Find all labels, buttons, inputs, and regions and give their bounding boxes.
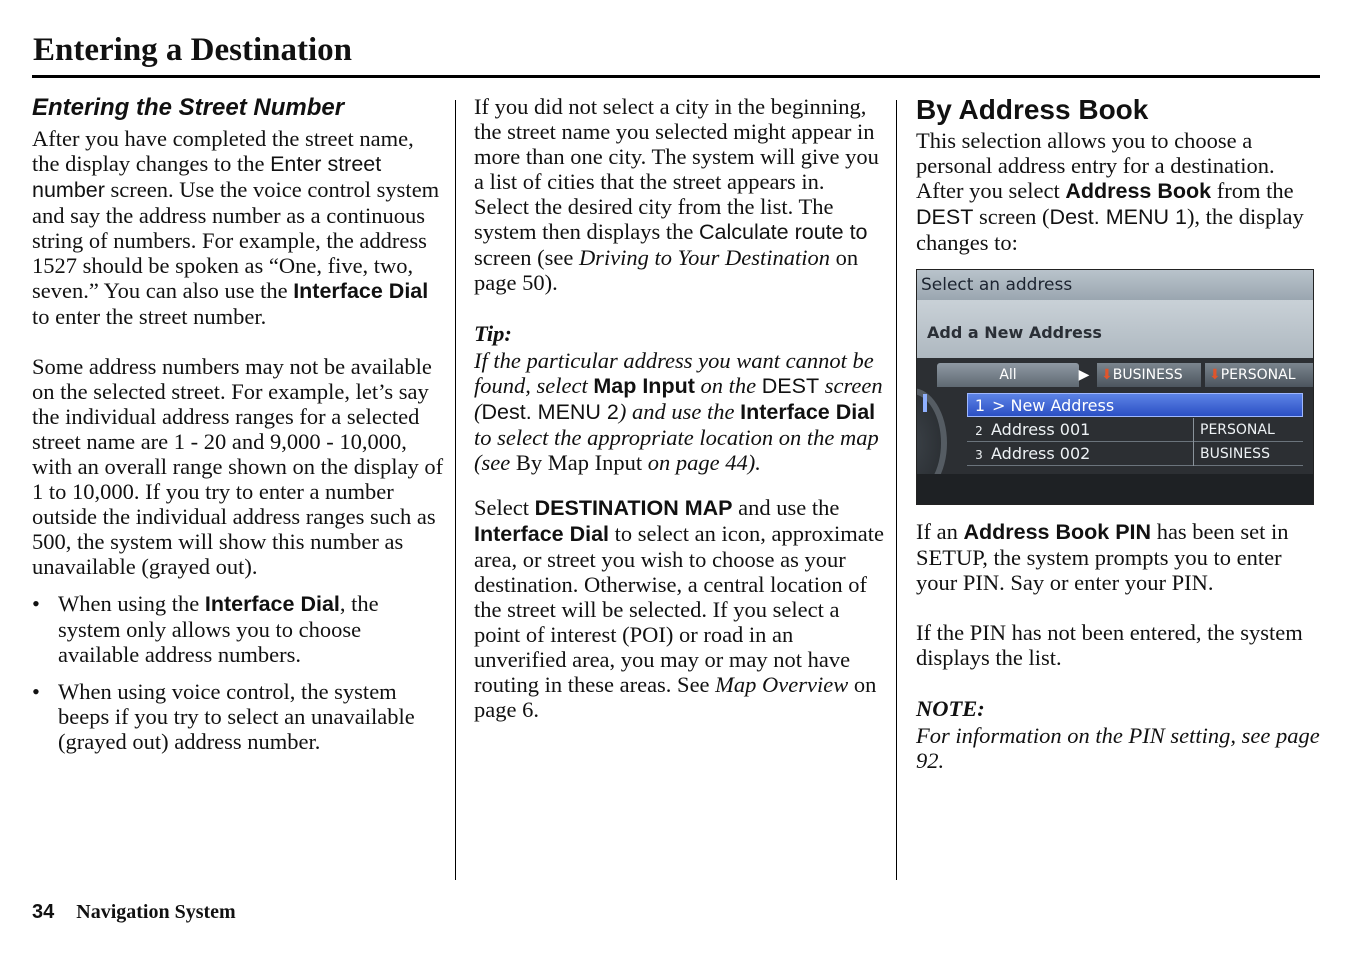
text-run: If an	[916, 519, 964, 544]
tip-text	[474, 348, 884, 475]
screen-scroll-indicator	[923, 394, 927, 412]
text-run: If the particular address you want cannot be found, select	[474, 348, 874, 398]
tab-label: BUSINESS	[1112, 367, 1183, 383]
pin-icon: ⬇	[1101, 367, 1113, 383]
note-text: For information on the PIN setting, see page 92.	[916, 723, 1320, 773]
text-run: on page 44).	[642, 450, 761, 475]
text-run: screen (see	[474, 245, 579, 270]
text-run: screen (	[474, 373, 883, 424]
column-divider-2	[896, 100, 897, 880]
text-run: ), the display changes to:	[916, 204, 1304, 255]
text-run: This selection allows you to choose a personal address entry for a destination. After you select	[916, 128, 1275, 203]
text-run: to select the appropriate location on the map (see	[474, 425, 879, 475]
reference-driving-to-destination: Driving to Your Destination	[578, 245, 831, 270]
text-run: , the system only allows you to choose available address numbers.	[58, 591, 379, 667]
text-run: When using voice control, the system beeps if you try to select an unavailable (grayed out) address number.	[58, 679, 415, 754]
text-run: to select an icon, approximate area, or street you wish to choose as your destination. Otherwise, a central location of the street will be selected. If you select a point of interest (POI) or road in an unverified area, you may or may not have routing in these areas. See	[474, 521, 884, 697]
play-arrow-icon: ▶	[1078, 367, 1090, 383]
text-run: on page 50).	[474, 245, 859, 295]
column-3	[916, 94, 1322, 773]
control-name-interface-dial: Interface Dial	[474, 522, 610, 546]
paragraph-city-selection	[474, 94, 884, 295]
screen-name-dest-menu-1: Dest. MENU 1	[1049, 205, 1187, 229]
row-label: > New Address	[992, 396, 1115, 415]
text-run: on page 6.	[474, 672, 877, 722]
tip-label: Tip:	[474, 321, 512, 346]
text-run: screen. Use the voice control system and say the address number as a continuous string of numbers. For example, the address 1527 should be spoken as “One, five, two, seven.” You can also use the	[32, 177, 440, 303]
screen-list-row-new-address	[967, 393, 1303, 417]
row-tag: BUSINESS	[1193, 442, 1299, 466]
row-number: 3	[975, 448, 983, 462]
screen-list-row-address-002	[967, 442, 1303, 466]
screen-name-dest: DEST	[761, 374, 820, 398]
screen-list-row-address-001	[967, 418, 1303, 442]
paragraph-address-book-pin	[916, 519, 1322, 595]
bullet-list	[32, 591, 444, 754]
text-run: has been set in SETUP, the system prompts you to enter your PIN. Say or enter your PIN.	[916, 519, 1289, 595]
paragraph-address-ranges: Some address numbers may not be available on the selected street. For example, let’s say the individual address ranges for a selected street name are 1 - 20 and 9,000 - 10,000, with an overall range shown on the display of 1 to 10,000. If you try to enter a number outside the individual address ranges such as 500, the system will show this number as unavailable (grayed out).	[32, 354, 444, 579]
note-label: NOTE:	[916, 696, 985, 721]
text-run: Select	[474, 495, 535, 520]
screen-address-list	[967, 391, 1307, 471]
footer-label: Navigation System	[76, 901, 236, 923]
column-1	[32, 94, 444, 766]
control-name-interface-dial: Interface Dial	[293, 279, 429, 303]
page-footer	[32, 900, 236, 924]
text-run: from the	[1211, 178, 1294, 203]
screen-name-enter-street-number: Enter street number	[32, 152, 382, 202]
control-name-interface-dial: Interface Dial	[204, 592, 340, 616]
text-run: ) and use the	[618, 399, 741, 424]
reference-map-overview: Map Overview	[715, 672, 849, 697]
row-tag: PERSONAL	[1193, 418, 1299, 442]
pin-icon: ⬇	[1209, 367, 1221, 383]
control-name-map-input: Map Input	[593, 374, 695, 398]
tab-label: PERSONAL	[1220, 367, 1296, 383]
column-2	[474, 94, 884, 722]
text-run: on the	[694, 373, 762, 398]
page-number: 34	[32, 901, 55, 923]
text-run: If you did not select a city in the beginning, the street name you selected might appear in more than one city. The system will give you a list of cities that the street appears in. Select the desired city from the list. The system then displays the	[474, 94, 879, 244]
reference-by-map-input: By Map Input	[515, 450, 643, 475]
screen-name-dest-menu-2: Dest. MENU 2	[481, 400, 619, 424]
text-run: When using the	[58, 591, 205, 616]
text-run: to enter the street number.	[32, 304, 267, 329]
screen-tab-all: All	[937, 363, 1079, 387]
paragraph-pin-not-entered: If the PIN has not been entered, the system displays the list.	[916, 620, 1303, 670]
row-number: 2	[975, 424, 983, 438]
bullet-item-voice-control	[32, 679, 444, 754]
text-run: screen (	[973, 204, 1050, 229]
bullet-dot: •	[32, 679, 40, 704]
row-label: Address 001	[991, 420, 1091, 439]
title-rule	[32, 75, 1320, 78]
column-divider-1	[455, 100, 456, 880]
screen-tab-business	[1097, 363, 1201, 387]
text-run: and use the	[732, 495, 840, 520]
paragraph-street-number-intro	[32, 126, 444, 329]
paragraph-destination-map	[474, 495, 884, 722]
screen-title: Select an address	[917, 270, 1313, 300]
screenshot-select-address	[916, 269, 1314, 505]
screen-bottom-bar	[917, 474, 1313, 504]
text-run: After you have completed the street name, the display changes to the	[32, 126, 414, 176]
bullet-item-interface-dial	[32, 591, 444, 667]
row-number: 1	[974, 396, 986, 415]
control-name-address-book: Address Book	[1065, 179, 1212, 203]
section-heading-street-number: Entering the Street Number	[32, 94, 345, 121]
control-name-interface-dial: Interface Dial	[740, 400, 876, 424]
screen-tab-personal	[1205, 363, 1314, 387]
screen-name-calculate-route: Calculate route to	[698, 220, 868, 244]
screen-name-dest: DEST	[916, 205, 974, 229]
paragraph-address-book-intro	[916, 128, 1322, 255]
screen-tabs	[929, 363, 1313, 387]
row-label: Address 002	[991, 444, 1091, 463]
bullet-dot: •	[32, 591, 40, 616]
control-name-address-book-pin: Address Book PIN	[963, 520, 1152, 544]
page-title: Entering a Destination	[33, 32, 353, 68]
section-heading-address-book: By Address Book	[916, 94, 1149, 125]
screen-add-new-address: Add a New Address	[927, 323, 1102, 342]
control-name-destination-map: DESTINATION MAP	[534, 496, 733, 520]
